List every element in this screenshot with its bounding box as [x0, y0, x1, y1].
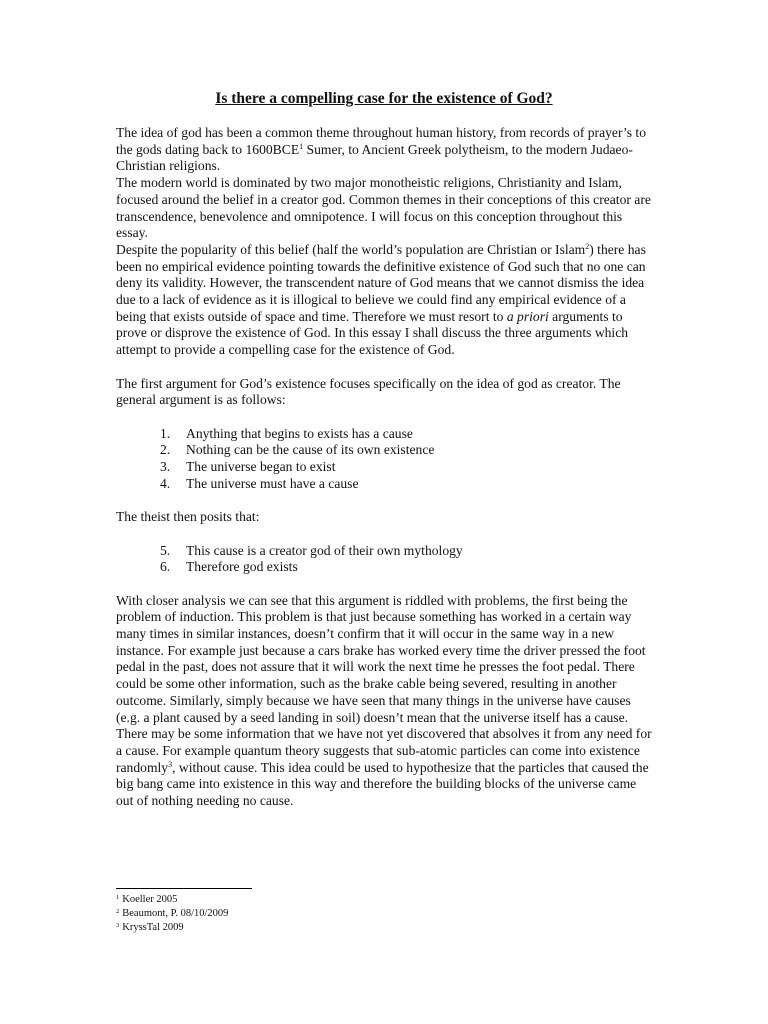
- list-item: [160, 459, 656, 476]
- essay-body: [116, 125, 656, 810]
- footnotes: [116, 893, 228, 935]
- footnote-text: KryssTal 2009: [122, 922, 184, 933]
- list-number: 4.: [160, 475, 171, 491]
- list-text: Anything that begins to exists has a cause: [186, 425, 413, 441]
- list-text: The universe began to exist: [186, 459, 336, 475]
- footnote: [116, 893, 228, 907]
- footnote: [116, 907, 228, 921]
- paragraph-evidence: [116, 242, 656, 359]
- paragraph-text: The idea of god has been a common theme throughout human history, from records of prayer’s to the gods dating back to 1600BCE: [116, 125, 647, 157]
- paragraph-text: Despite the popularity of this belief (half the world’s population are Christian or Islam: [116, 241, 586, 257]
- paragraph-text: Sumer, to Ancient Greek polytheism, to the modern Judaeo-Christian religions.: [116, 141, 633, 174]
- footnote-separator: [116, 888, 252, 889]
- list-item: [160, 543, 656, 560]
- paragraph-induction: [116, 593, 656, 810]
- footnote-mark: 2: [116, 908, 120, 915]
- paragraph-text: With closer analysis we can see that this argument is riddled with problems, the first being the problem of induction. This problem is that just because something has worked in a certain way many times in similar instances, doesn’t confirm that it will occur in the same way in a new instance. For example just because a cars brake has worked every time the driver pressed the foot pedal in the past, does not assure that it will work the next time he presses the foot pedal. There could be some other information, such as the brake cable being severed, resulting in another outcome. Similarly, simply because we have seen that many things in the universe have causes (e.g. a plant caused by a seed landing in soil) doesn’t mean that the universe itself has a cause. There may be some information that we have not yet discovered that absolves it from any need for a cause. For example quantum theory suggests that sub-atomic particles can come into existence randomly: [116, 592, 652, 775]
- argument-list-conclusion: [116, 543, 656, 576]
- paragraph-text: ) there has been no empirical evidence pointing towards the definitive existence of God such that no one can deny its validity. However, the transcendent nature of God means that we cannot dismiss the idea due to a lack of evidence as it is illogical to believe we could find any empirical evidence of a being that exists outside of space and time. Therefore we must resort to: [116, 241, 646, 324]
- footnote-ref-3: 3: [168, 759, 173, 769]
- paragraph-text: arguments to prove or disprove the existence of God. In this essay I shall discuss the three arguments which attempt to provide a compelling case for the existence of God.: [116, 308, 629, 358]
- list-text: Therefore god exists: [186, 559, 298, 575]
- list-number: 5.: [160, 542, 171, 558]
- list-number: 1.: [160, 425, 171, 441]
- footnote-text: Koeller 2005: [122, 894, 178, 905]
- footnote-ref-1: 1: [299, 141, 304, 151]
- list-item: [160, 559, 656, 576]
- footnote-ref-2: 2: [585, 241, 590, 251]
- footnote-text: Beaumont, P. 08/10/2009: [122, 908, 229, 919]
- list-item: [160, 426, 656, 443]
- footnote: [116, 921, 228, 935]
- footnote-mark: 1: [116, 894, 120, 901]
- list-number: 6.: [160, 559, 171, 575]
- list-item: [160, 476, 656, 493]
- list-text: The universe must have a cause: [186, 475, 359, 491]
- footnote-mark: 3: [116, 922, 120, 929]
- list-text: This cause is a creator god of their own mythology: [186, 542, 463, 558]
- list-item: [160, 442, 656, 459]
- paragraph-intro: [116, 125, 656, 175]
- list-number: 2.: [160, 442, 171, 458]
- essay-title: Is there a compelling case for the existence of God?: [215, 90, 553, 107]
- italic-term: a priori: [506, 308, 549, 324]
- list-text: Nothing can be the cause of its own existence: [186, 442, 435, 458]
- paragraph-text: , without cause. This idea could be used to hypothesize that the particles that caused the big bang came into existence in this way and therefore the building blocks of the universe came out of nothing needing no cause.: [116, 759, 649, 809]
- paragraph-theist: The theist then posits that:: [116, 509, 260, 525]
- argument-list-premises: [116, 426, 656, 493]
- paragraph-first-argument: The first argument for God’s existence focuses specifically on the idea of god as creator. The general argument is as follows:: [116, 375, 621, 408]
- list-number: 3.: [160, 459, 171, 475]
- paragraph-monotheism: The modern world is dominated by two major monotheistic religions, Christianity and Islam, focused around the belief in a creator god. Common themes in their conceptions of this creator are transcendence, benevolence and omnipotence. I will focus on this conception throughout this essay.: [116, 175, 651, 241]
